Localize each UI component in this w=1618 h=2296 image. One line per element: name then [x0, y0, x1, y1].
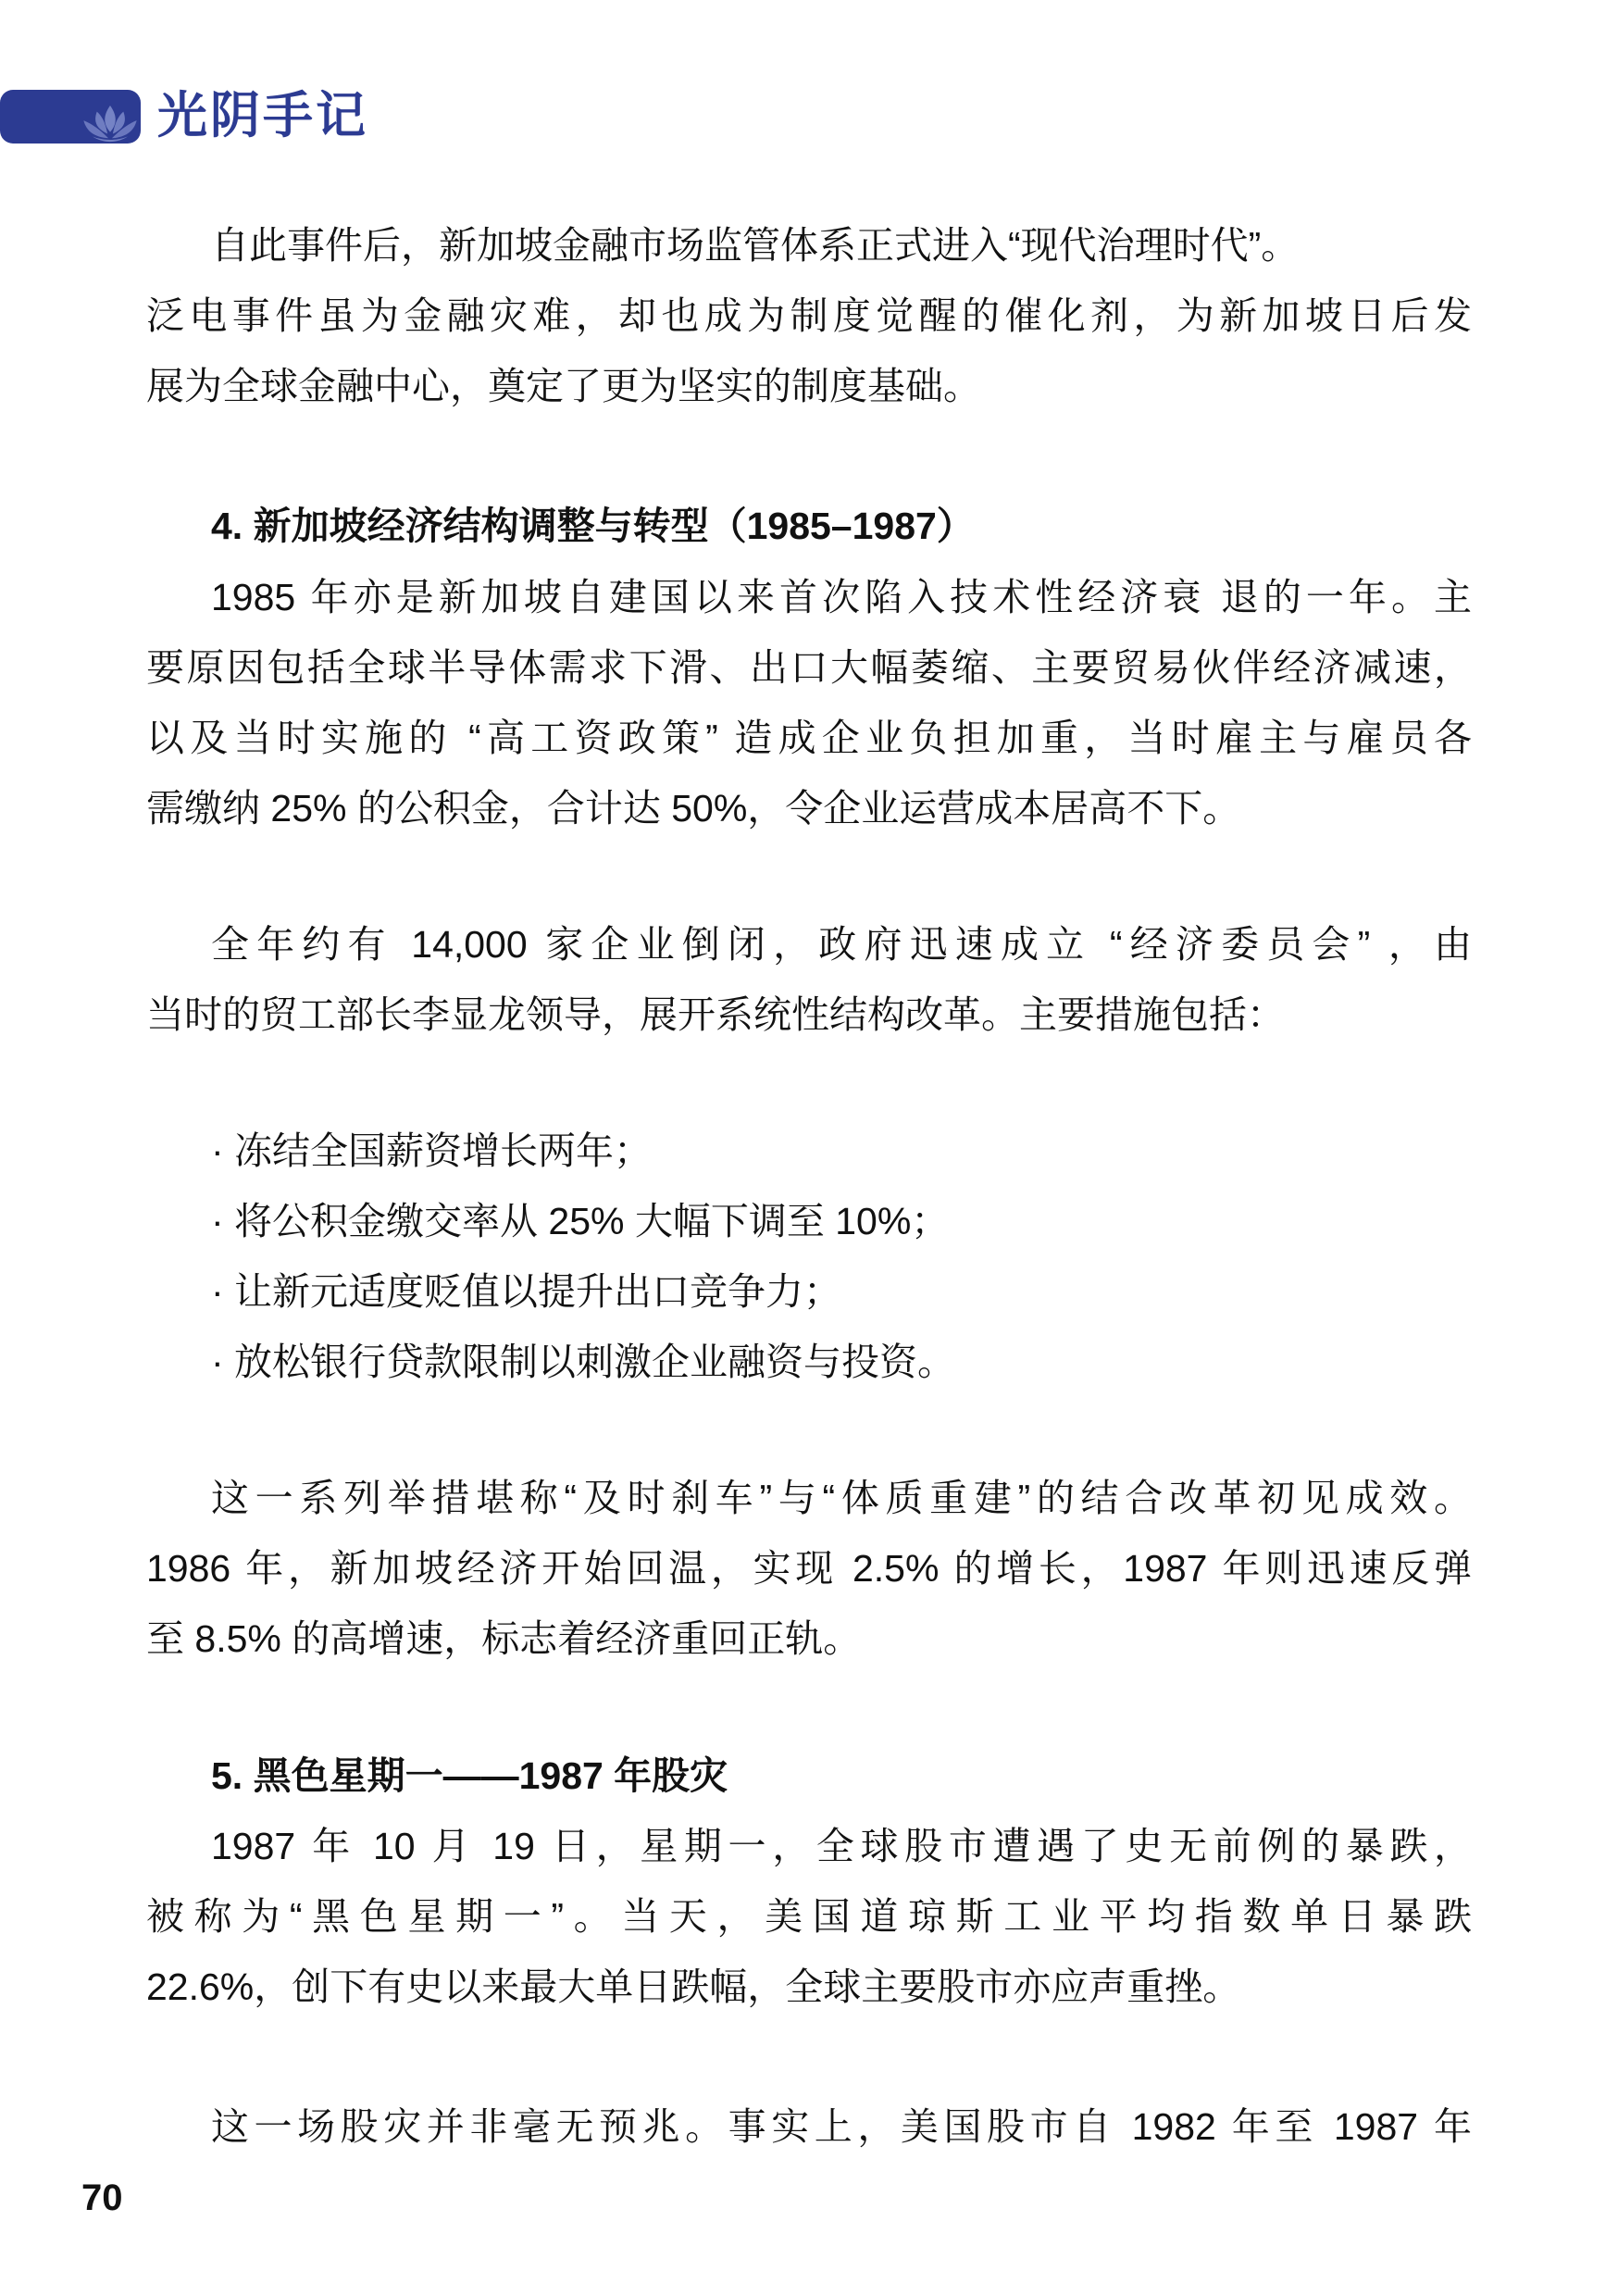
bullet-text: 冻结全国薪资增长两年；	[234, 1129, 652, 1172]
section-heading-5	[146, 1741, 1472, 1811]
text-line: 这一系列举措堪称“及时刹车”与“体质重建”的结合改革初见成效。	[211, 1477, 1472, 1519]
bullet-marker: ·	[211, 1270, 224, 1313]
bullet-marker: ·	[211, 1200, 224, 1242]
text-line: 全年约有 14,000 家企业倒闭，政府迅速成立 “经济委员会” ，由	[211, 923, 1472, 966]
text-line: 至 8.5% 的高增速，标志着经济重回正轨。	[146, 1617, 862, 1660]
text-line: 1986 年，新加坡经济开始回温，实现 2.5% 的增长，1987 年则迅速反弹	[146, 1547, 1472, 1590]
text-line: 1985 年亦是新加坡自建国以来首次陷入技术性经济衰 退的一年。主	[211, 576, 1472, 618]
text-line: 需缴纳 25% 的公积金，合计达 50%，令企业运营成本居高不下。	[146, 787, 1241, 830]
bullet-text: 放松银行贷款限制以刺激企业融资与投资。	[234, 1341, 955, 1383]
bullet-marker: ·	[211, 1341, 224, 1383]
brand-bar	[0, 90, 141, 144]
text-line: 当时的贸工部长李显龙领导，展开系统性结构改革。主要措施包括：	[146, 993, 1285, 1036]
bullet-item	[146, 1116, 1472, 1186]
text-line: 要原因包括全球半导体需求下滑、出口大幅萎缩、主要贸易伙伴经济减速，	[146, 646, 1472, 689]
heading-text: 5. 黑色星期一——1987 年股灾	[211, 1754, 728, 1797]
text-line: 这一场股灾并非毫无预兆。事实上，美国股市自 1982 年至 1987 年	[211, 2105, 1472, 2148]
text-line: 被称为“黑色星期一”。当天，美国道琼斯工业平均指数单日暴跌	[146, 1895, 1472, 1938]
brand-title: 光阴手记	[157, 88, 368, 144]
page-number: 70	[81, 2177, 123, 2218]
paragraph-3	[146, 909, 1472, 1050]
lotus-icon	[81, 105, 139, 144]
bullet-item	[146, 1256, 1472, 1327]
paragraph-5	[146, 1811, 1472, 2022]
paragraph-4	[146, 1463, 1472, 1674]
bullet-text: 让新元适度贬值以提升出口竞争力；	[234, 1270, 841, 1313]
paragraph-2	[146, 562, 1472, 843]
paragraph-1	[146, 210, 1472, 421]
text-line: 展为全球金融中心，奠定了更为坚实的制度基础。	[146, 365, 981, 407]
bullet-item	[146, 1327, 1472, 1397]
text-line: 22.6%，创下有史以来最大单日跌幅，全球主要股市亦应声重挫。	[146, 1965, 1241, 2008]
text-line: 自此事件后，新加坡金融市场监管体系正式进入“现代治理时代”。	[211, 224, 1300, 267]
paragraph-6	[146, 2091, 1472, 2162]
section-heading-4	[146, 491, 1472, 561]
text-line: 泛电事件虽为金融灾难，却也成为制度觉醒的催化剂，为新加坡日后发	[146, 294, 1472, 337]
heading-text: 4. 新加坡经济结构调整与转型（1985–1987）	[211, 505, 975, 547]
text-line: 以及当时实施的 “高工资政策” 造成企业负担加重，当时雇主与雇员各	[146, 717, 1472, 759]
text-line: 1987 年 10 月 19 日，星期一，全球股市遭遇了史无前例的暴跌，	[211, 1825, 1472, 1867]
bullet-list	[146, 1116, 1472, 1397]
bullet-item	[146, 1186, 1472, 1256]
bullet-text: 将公积金缴交率从 25% 大幅下调至 10%；	[234, 1200, 950, 1242]
bullet-marker: ·	[211, 1129, 224, 1172]
bullet-list-block	[146, 1116, 1472, 1397]
